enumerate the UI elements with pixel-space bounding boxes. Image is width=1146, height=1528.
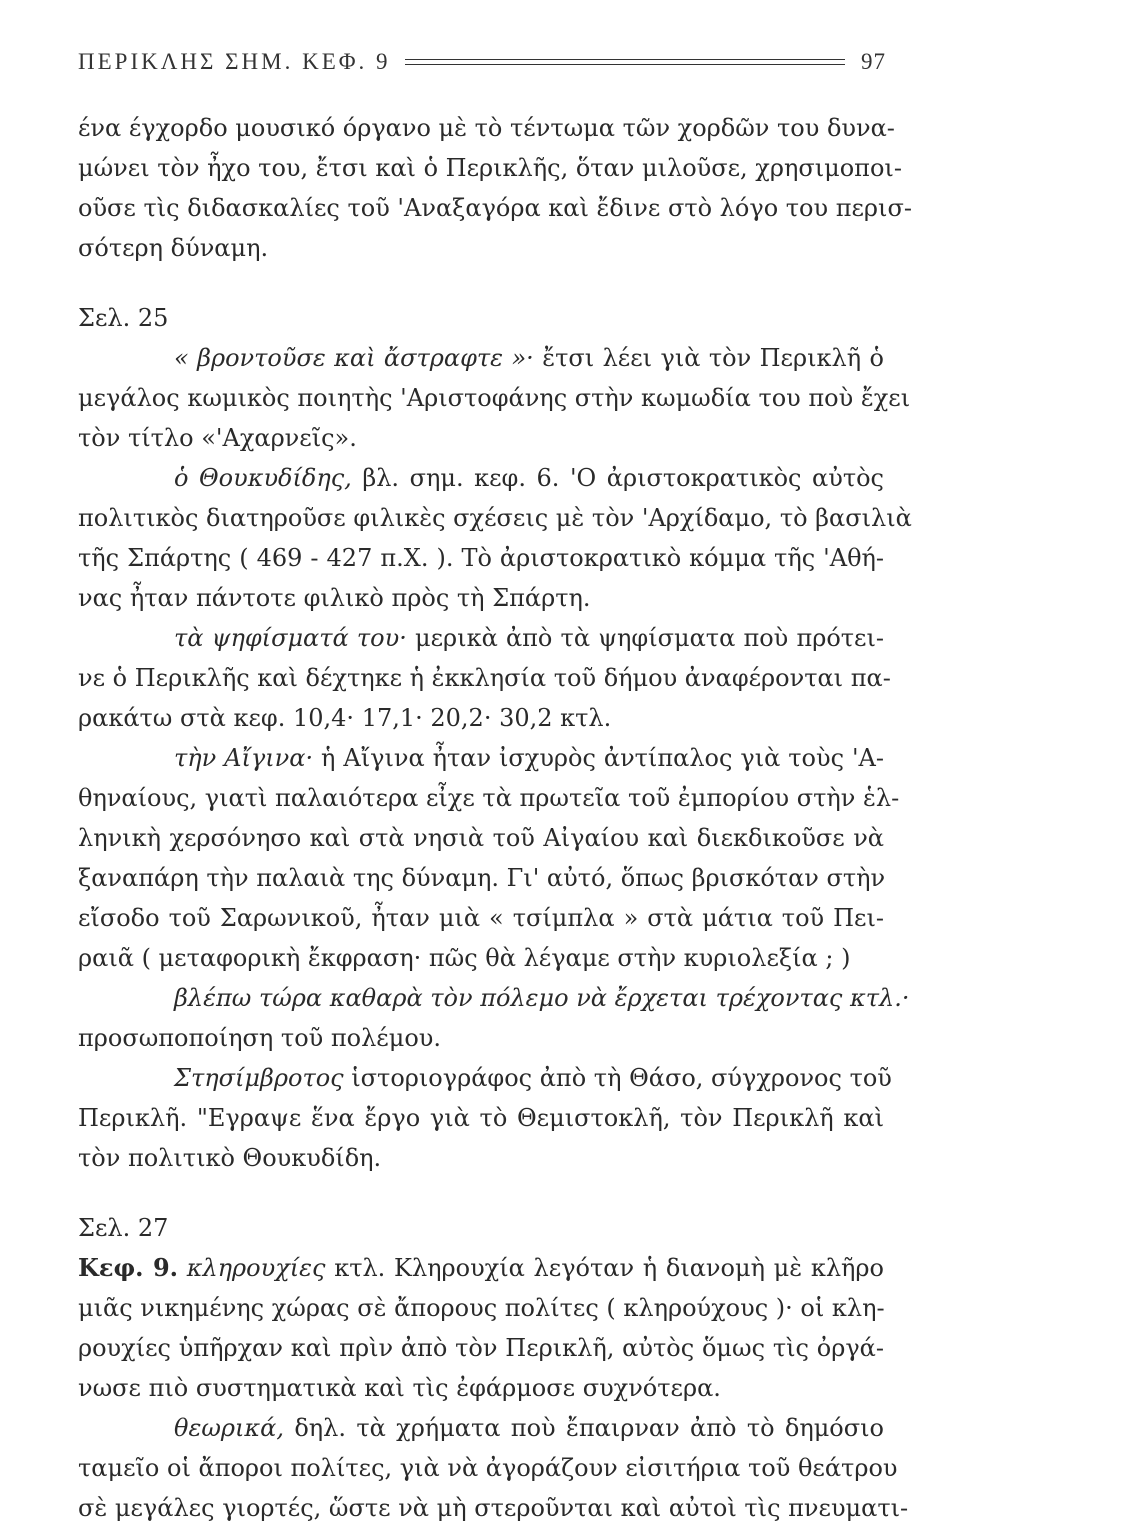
note-text: βλ. σημ. κεφ. 6. 'Ο ἀριστοκρατικὸς αὐτὸς <box>351 464 884 492</box>
note-lemma-line <box>78 1248 884 1288</box>
lemma: τὴν Αἴγινα· <box>174 744 314 772</box>
section-heading-sel27: Σελ. 27 <box>78 1214 169 1242</box>
text-line: νας ἦταν πάντοτε φιλικὸ πρὸς τὴ Σπάρτη. <box>78 584 591 612</box>
page-number: 97 <box>861 49 886 74</box>
text-line: τὸν τίτλο «'Αχαρνεῖς». <box>78 424 357 452</box>
lemma: θεωρικά, <box>174 1414 284 1442</box>
lemma: βλέπω τώρα καθαρὰ τὸν πόλεμο νὰ ἔρχεται τρέχοντας κτλ.· <box>174 984 910 1012</box>
text-line: οῦσε τὶς διδασκαλίες τοῦ 'Αναξαγόρα καὶ ἔδινε στὸ λόγο του περισ- <box>78 194 912 222</box>
note-text: κτλ. Κληρουχία λεγόταν ἡ διανομὴ μὲ κλῆρο <box>325 1254 884 1282</box>
text-line: μιᾶς νικημένης χώρας σὲ ἄπορους πολίτες ( κληρούχους )· οἱ κλη- <box>78 1294 885 1322</box>
text-line: νωσε πιὸ συστηματικὰ καὶ τὶς ἐφάρμοσε συχνότερα. <box>78 1374 721 1402</box>
note-text: μερικὰ ἀπὸ τὰ ψηφίσματα ποὺ πρότει- <box>406 624 884 652</box>
note-lemma-line <box>78 618 884 658</box>
page-body <box>78 108 912 1528</box>
text-line: πολιτικὸς διατηροῦσε φιλικὲς σχέσεις μὲ τὸν 'Αρχίδαμο, τὸ βασιλιὰ <box>78 504 912 532</box>
text-line: θηναίους, γιατὶ παλαιότερα εἶχε τὰ πρωτεῖα τοῦ ἐμπορίου στὴν ἑλ- <box>78 784 900 812</box>
running-head: ΠΕΡΙΚΛΗΣ ΣΗΜ. ΚΕΦ. 9 <box>78 49 391 74</box>
text-line: σότερη δύναμη. <box>78 234 269 262</box>
text-line: ταμεῖο οἱ ἄποροι πολίτες, γιὰ νὰ ἀγοράζουν εἰσιτήρια τοῦ θεάτρου <box>78 1454 898 1482</box>
section-heading-sel25: Σελ. 25 <box>78 304 169 332</box>
text-line: ραιᾶ ( μεταφορικὴ ἔκφραση· πῶς θὰ λέγαμε στὴν κυριολεξία ; ) <box>78 944 851 972</box>
lemma: Στησίμβροτος <box>174 1064 344 1092</box>
text-line: Περικλῆ. "Εγραψε ἕνα ἔργο γιὰ τὸ Θεμιστοκλῆ, τὸν Περικλῆ καὶ <box>78 1104 884 1132</box>
text-line: ξαναπάρη τὴν παλαιὰ της δύναμη. Γι' αὐτό, ὅπως βρισκόταν στὴν <box>78 864 886 892</box>
header-double-rule <box>405 59 845 65</box>
lemma: κληρουχίες <box>178 1254 326 1282</box>
note-lemma-line <box>78 1408 884 1448</box>
chapter-ref: Κεφ. 9. <box>78 1253 179 1282</box>
text-line: νε ὁ Περικλῆς καὶ δέχτηκε ἡ ἐκκλησία τοῦ δήμου ἀναφέρονται πα- <box>78 664 891 692</box>
note-lemma-line <box>78 738 884 778</box>
text-line: τὸν πολιτικὸ Θουκυδίδη. <box>78 1144 382 1172</box>
note-text: ἔτσι λέει γιὰ τὸν Περικλῆ ὁ <box>533 344 884 372</box>
text-line: ληνικὴ χερσόνησο καὶ στὰ νησιὰ τοῦ Αἰγαίου καὶ διεκδικοῦσε νὰ <box>78 824 884 852</box>
page-header <box>78 44 886 80</box>
text-line: σὲ μεγάλες γιορτές, ὥστε νὰ μὴ στεροῦνται καὶ αὐτοὶ τὶς πνευματι- <box>78 1494 909 1522</box>
lemma: ὁ Θουκυδίδης, <box>174 464 352 492</box>
text-line: μεγάλος κωμικὸς ποιητὴς 'Αριστοφάνης στὴν κωμωδία του ποὺ ἔχει <box>78 384 911 412</box>
note-lemma-line <box>78 978 910 1018</box>
text-line: τῆς Σπάρτης ( 469 - 427 π.Χ. ). Τὸ ἀριστοκρατικὸ κόμμα τῆς 'Αθή- <box>78 544 884 572</box>
text-line: προσωποποίηση τοῦ πολέμου. <box>78 1024 441 1052</box>
text-line: ένα έγχορδο μουσικό όργανο μὲ τὸ τέντωμα τῶν χορδῶν του δυνα- <box>78 114 895 142</box>
note-lemma-line <box>78 338 884 378</box>
text-line: ρουχίες ὑπῆρχαν καὶ πρὶν ἀπὸ τὸν Περικλῆ, αὐτὸς ὅμως τὶς ὀργά- <box>78 1334 884 1362</box>
text-line: εἴσοδο τοῦ Σαρωνικοῦ, ἦταν μιὰ « τσίμπλα » στὰ μάτια τοῦ Πει- <box>78 904 884 932</box>
lemma: τὰ ψηφίσματά του· <box>174 624 407 652</box>
text-line: μώνει τὸν ἦχο του, ἔτσι καὶ ὁ Περικλῆς, ὅταν μιλοῦσε, χρησιμοποι- <box>78 154 902 182</box>
note-text: ἱστοριογράφος ἀπὸ τὴ Θάσο, σύγχρονος τοῦ <box>343 1064 892 1092</box>
note-text: δηλ. τὰ χρήματα ποὺ ἔπαιρναν ἀπὸ τὸ δημόσιο <box>284 1414 884 1442</box>
lemma: « βροντοῦσε καὶ ἄστραφτε »· <box>174 344 534 372</box>
note-lemma-line <box>78 458 884 498</box>
note-text: ἡ Αἴγινα ἦταν ἰσχυρὸς ἀντίπαλος γιὰ τοὺς 'Α- <box>313 744 885 772</box>
text-line: ρακάτω στὰ κεφ. 10,4· 17,1· 20,2· 30,2 κτλ. <box>78 704 612 732</box>
note-lemma-line <box>78 1058 892 1098</box>
